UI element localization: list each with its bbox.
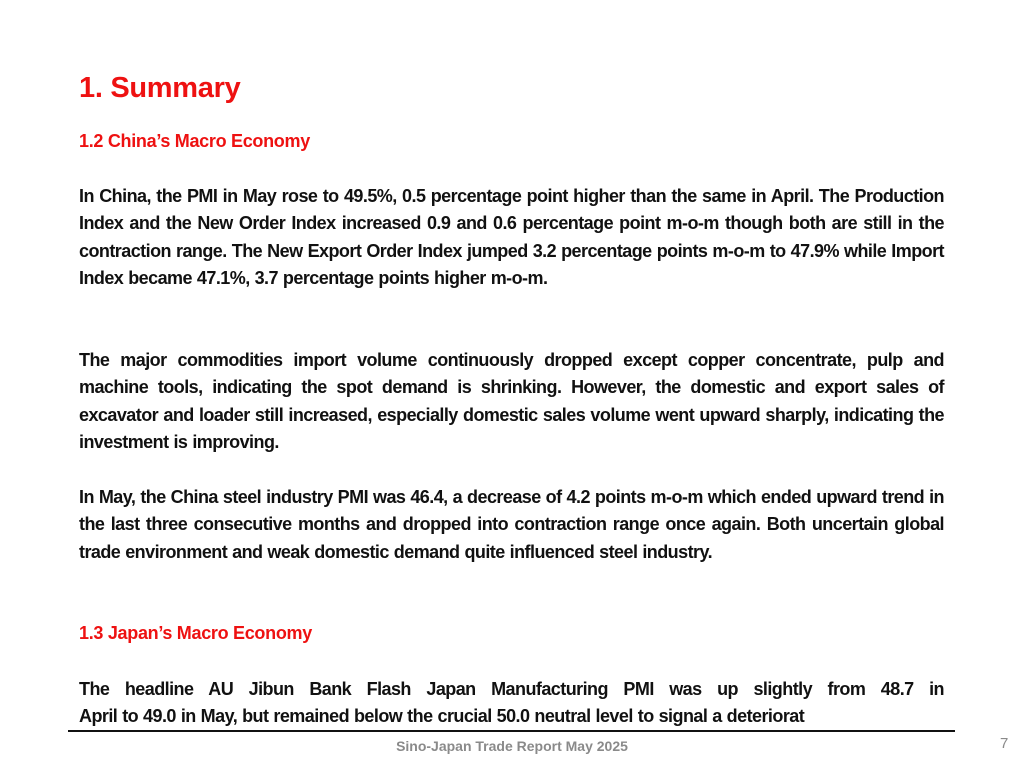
paragraph-japan-pmi [79, 676, 944, 730]
page-title: 1. Summary [79, 72, 241, 104]
paragraph-china-pmi: In China, the PMI in May rose to 49.5%, 0.5 percentage point higher than the same in April. The Production Index and the New Order Index increased 0.9 and 0.6 percentage point m-o-m though both are still in the contraction range. The New Export Order Index jumped 3.2 percentage points m-o-m to 47.9% while Import Index became 47.1%, 3.7 percentage points higher m-o-m. [79, 186, 944, 288]
paragraph-steel-pmi: In May, the China steel industry PMI was 46.4, a decrease of 4.2 points m-o-m which ended upward trend in the last three consecutive months and dropped into contraction range once again. Both uncertain global trade environment and weak domestic demand quite influenced steel industry. [79, 487, 944, 562]
paragraph-japan-pmi-line-1: The headline AU Jibun Bank Flash Japan Manufacturing PMI was up slightly from 48.7 in [79, 679, 944, 699]
section-heading-japan: 1.3 Japan’s Macro Economy [79, 623, 312, 643]
section-heading-china: 1.2 China’s Macro Economy [79, 131, 310, 151]
page-number: 7 [1000, 735, 1009, 752]
footer-divider [68, 730, 955, 732]
paragraph-commodities: The major commodities import volume continuously dropped except copper concentrate, pulp and machine tools, indicating the spot demand is shrinking. However, the domestic and export sales of excavator and loader still increased, especially domestic sales volume went upward sharply, indicating the investment is improving. [79, 350, 944, 452]
paragraph-japan-pmi-line-2: April to 49.0 in May, but remained below the crucial 50.0 neutral level to signal a deteriorat [79, 706, 805, 727]
footer-report-title: Sino-Japan Trade Report May 2025 [396, 738, 628, 754]
